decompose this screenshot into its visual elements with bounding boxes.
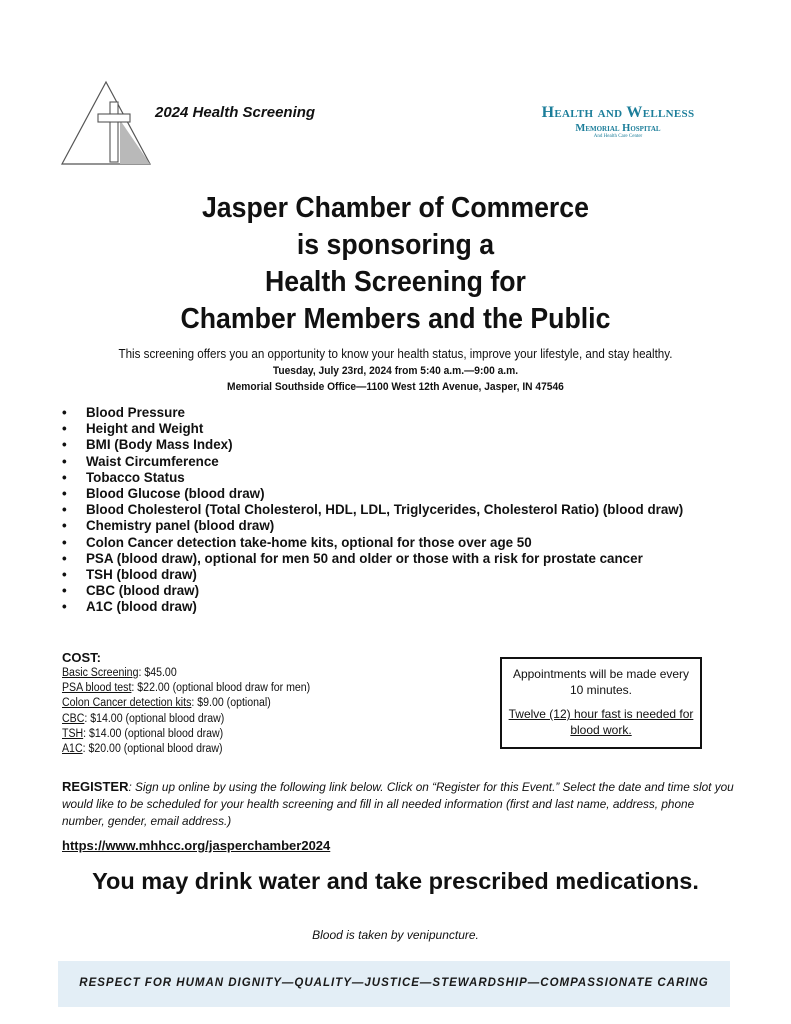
appointment-info-box	[500, 657, 702, 749]
register-instructions	[62, 778, 734, 830]
cost-item-detail: : $9.00 (optional)	[191, 697, 271, 710]
appointment-interval-text: Appointments will be made every 10 minutes.	[512, 667, 690, 697]
cost-row	[62, 681, 310, 696]
event-date-time: Tuesday, July 23rd, 2024 from 5:40 a.m.—9:00 a.m.	[272, 365, 519, 377]
list-item: • Blood Pressure	[62, 405, 722, 421]
venipuncture-note: Blood is taken by venipuncture.	[312, 928, 479, 942]
list-item: • A1C (blood draw)	[62, 599, 722, 615]
hospital-logo-line3: And Health Care Center	[593, 134, 643, 139]
list-item: • Waist Circumference	[62, 454, 722, 470]
services-list	[62, 405, 722, 616]
footer-values: RESPECT FOR HUMAN DIGNITY—QUALITY—JUSTICE—STEWARDSHIP—COMPASSIONATE CARING	[79, 977, 709, 989]
cost-item-detail: : $45.00	[138, 667, 177, 679]
cross-triangle-logo	[60, 80, 152, 166]
headline-line: Jasper Chamber of Commerce	[201, 192, 589, 224]
cost-item-detail: : $14.00 (optional blood draw)	[83, 727, 224, 740]
list-item: • CBC (blood draw)	[62, 583, 722, 599]
hospital-logo-line2: Memorial Hospital	[575, 123, 661, 134]
event-location: Memorial Southside Office—1100 West 12th Avenue, Jasper, IN 47546	[227, 381, 564, 393]
cost-item-name: Basic Screening	[62, 667, 139, 679]
list-item: • Chemistry panel (blood draw)	[62, 518, 722, 534]
cost-item-name: Colon Cancer detection kits	[62, 697, 192, 710]
register-text: : Sign up online by using the following link below. Click on “Register for this Event.” Select the date and time slot you would like to be scheduled for your health screening and fill in all needed information (first and last name, address, phone number, gender, email address.)	[62, 780, 734, 828]
water-notice: You may drink water and take prescribed medications.	[92, 868, 699, 894]
registration-link[interactable]: https://www.mhhcc.org/jasperchamber2024	[62, 838, 331, 853]
cost-item-detail: : $20.00 (optional blood draw)	[82, 743, 223, 756]
intro-text: This screening offers you an opportunity to know your health status, improve your lifestyle, and stay healthy.	[118, 347, 673, 361]
cost-section	[62, 650, 332, 757]
list-item: • Blood Cholesterol (Total Cholesterol, HDL, LDL, Triglycerides, Cholesterol Ratio) (blood draw)	[62, 502, 722, 518]
list-item: • BMI (Body Mass Index)	[62, 437, 722, 453]
cost-row	[62, 696, 310, 711]
cost-item-name: CBC	[62, 712, 85, 725]
list-item: • Height and Weight	[62, 421, 722, 437]
cost-item-name: TSH	[62, 727, 84, 740]
cost-row	[62, 666, 310, 681]
list-item: • Blood Glucose (blood draw)	[62, 486, 722, 502]
cost-title: COST:	[62, 650, 101, 665]
hospital-logo	[528, 104, 708, 139]
cost-item-detail: : $22.00 (optional blood draw for men)	[131, 682, 311, 695]
hospital-logo-line1: Health and Wellness	[541, 104, 695, 121]
headline	[32, 190, 760, 338]
cost-item-name: A1C	[62, 743, 83, 756]
fasting-notice: Twelve (12) hour fast is needed for blood work.	[508, 707, 694, 737]
headline-line: Chamber Members and the Public	[180, 303, 611, 335]
cost-item-name: PSA blood test	[62, 682, 132, 695]
list-item: • PSA (blood draw), optional for men 50 and older or those with a risk for prostate cancer	[62, 551, 722, 567]
register-label: REGISTER	[62, 779, 129, 794]
cost-row	[62, 727, 310, 742]
list-item: • Colon Cancer detection take-home kits, optional for those over age 50	[62, 535, 722, 551]
headline-line: is sponsoring a	[296, 229, 495, 261]
list-item: • Tobacco Status	[62, 470, 722, 486]
cost-row	[62, 742, 310, 757]
cost-row	[62, 712, 310, 727]
headline-line: Health Screening for	[264, 266, 526, 298]
header-title: 2024 Health Screening	[155, 104, 316, 121]
list-item: • TSH (blood draw)	[62, 567, 722, 583]
cost-item-detail: : $14.00 (optional blood draw)	[84, 712, 225, 725]
